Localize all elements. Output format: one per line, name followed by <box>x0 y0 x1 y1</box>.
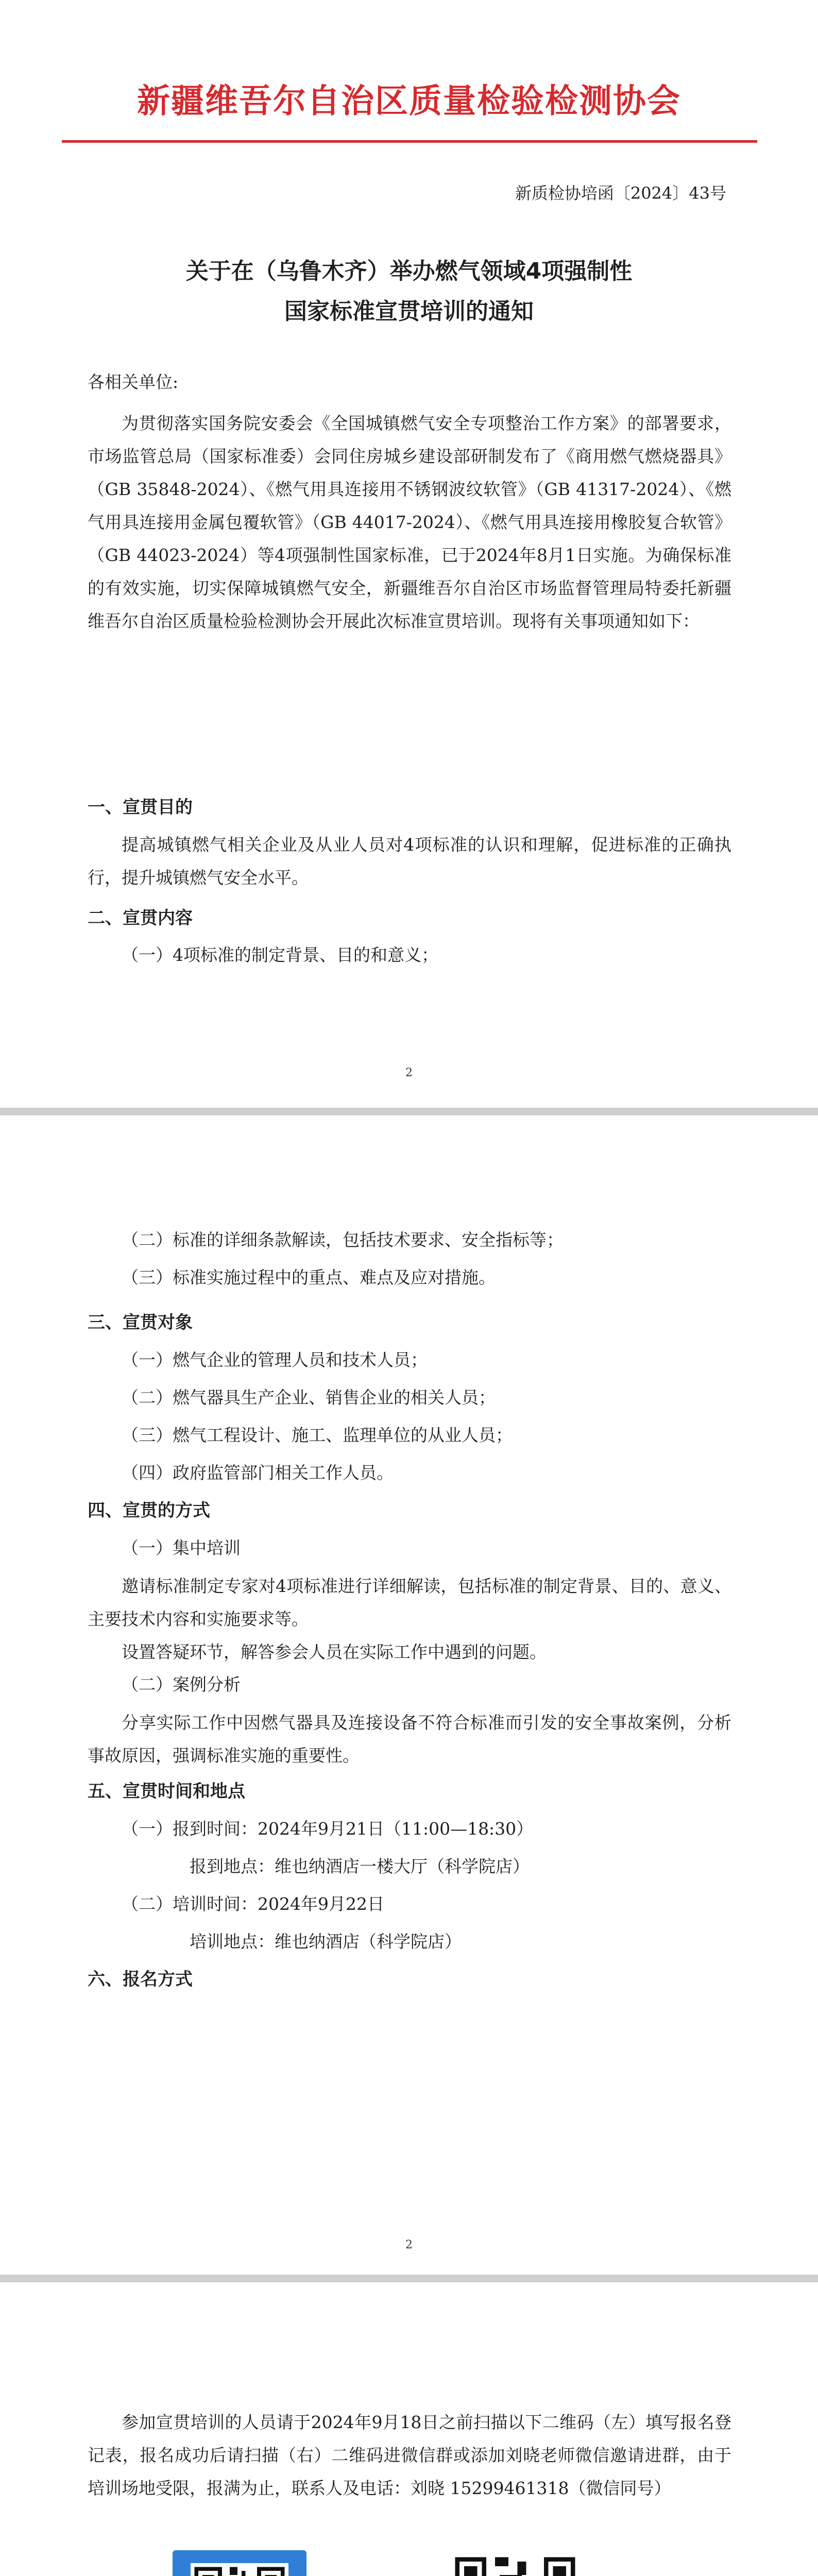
document-page-1 <box>0 0 818 1108</box>
section-4-sub-2: （二）案例分析 <box>122 1674 241 1694</box>
section-4-sub-1-text-2: 设置答疑环节，解答参会人员在实际工作中遇到的问题。 <box>122 1642 547 1662</box>
section-3-item-2: （二）燃气器具生产企业、销售企业的相关人员； <box>122 1387 496 1408</box>
section-5-line-4: 培训地点：维也纳酒店（科学院店） <box>190 1931 462 1952</box>
intro-paragraph: 为贯彻落实国务院安委会《全国城镇燃气安全专项整治工作方案》的部署要求，市场监管总局（国家标准委）会同住房城乡建设部研制发布了《商用燃气燃烧器具》（GB 35848-2024）、《燃气用具连接用不锈钢波纹软管》（GB 41317-2024）、《燃气用具连接用金属包覆软管》（GB 44017-2024）、《燃气用具连接用橡胶复合软管》（GB 44023-2024）等4项强制性国家标准，已于2024年8月1日实施。为确保标准的有效实施，切实保障城镇燃气安全，新疆维吾尔自治区市场监督管理局特委托新疆维吾尔自治区质量检验检测协会开展此次标准宣贯培训。现将有关事项通知如下： <box>88 413 731 631</box>
section-5-line-3: （二）培训时间：2024年9月22日 <box>122 1894 384 1914</box>
section-6-text: 参加宣贯培训的人员请于2024年9月18日之前扫描以下二维码（左）填写报名登记表，报名成功后请扫描（右）二维码进微信群或添加刘晓老师微信邀请进群，由于培训场地受限，报满为止，联系人及电话：刘晓 15299461318（微信同号） <box>88 2412 731 2498</box>
section-5-line-2: 报到地点：维也纳酒店一楼大厅（科学院店） <box>190 1856 530 1876</box>
section-2-title: 二、宣贯内容 <box>88 908 193 928</box>
document-page-3 <box>0 2282 818 2576</box>
section-5-title: 五、宣贯时间和地点 <box>88 1781 245 1802</box>
section-4-sub-1: （一）集中培训 <box>122 1538 241 1558</box>
section-3-item-4: （四）政府监管部门相关工作人员。 <box>122 1463 394 1483</box>
section-5-line-1: （一）报到时间：2024年9月21日（11:00—18:30） <box>122 1819 534 1839</box>
page-divider-2 <box>0 2275 818 2282</box>
section-4-title: 四、宣贯的方式 <box>88 1500 210 1521</box>
section-1-text: 提高城镇燃气相关企业及从业人员对4项标准的认识和理解，促进标准的正确执行，提升城镇燃气安全水平。 <box>88 835 731 888</box>
section-6-title: 六、报名方式 <box>88 1969 193 1990</box>
doc-title-line-2: 国家标准宣贯培训的通知 <box>284 298 534 325</box>
doc-number: 新质检协培函〔2024〕43号 <box>515 183 726 203</box>
section-4-sub-2-text: 分享实际工作中因燃气器具及连接设备不符合标准而引发的安全事故案例，分析事故原因，强调标准实施的重要性。 <box>88 1713 731 1766</box>
header-org-title: 新疆维吾尔自治区质量检验检测协会 <box>137 82 681 121</box>
section-3-title: 三、宣贯对象 <box>88 1312 193 1333</box>
section-2-item-2: （二）标准的详细条款解读，包括技术要求、安全指标等； <box>122 1230 564 1250</box>
section-1-title: 一、宣贯目的 <box>88 797 193 818</box>
section-3-item-1: （一）燃气企业的管理人员和技术人员； <box>122 1350 428 1370</box>
page-number-1: 2 <box>405 1066 413 1079</box>
page-number-2: 2 <box>405 2239 413 2251</box>
doc-title-line-1: 关于在（乌鲁木齐）举办燃气领域4项强制性 <box>185 258 633 284</box>
wechat-qr-code[interactable] <box>451 2553 580 2576</box>
header-red-rule <box>62 140 757 143</box>
page-divider-1 <box>0 1108 818 1115</box>
section-4-sub-1-text: 邀请标准制定专家对4项标准进行详细解读，包括标准的制定背景、目的、意义、主要技术内容和实施要求等。 <box>88 1576 731 1629</box>
section-3-item-3: （三）燃气工程设计、施工、监理单位的从业人员； <box>122 1425 513 1445</box>
registration-qr-card[interactable] <box>173 2550 306 2576</box>
section-2-item-3: （三）标准实施过程中的重点、难点及应对措施。 <box>122 1267 496 1287</box>
section-2-item-1: （一）4项标准的制定背景、目的和意义； <box>122 945 438 965</box>
salutation: 各相关单位: <box>88 372 179 392</box>
document-page-2 <box>0 1115 818 2275</box>
registration-qr-code[interactable] <box>191 2563 288 2576</box>
